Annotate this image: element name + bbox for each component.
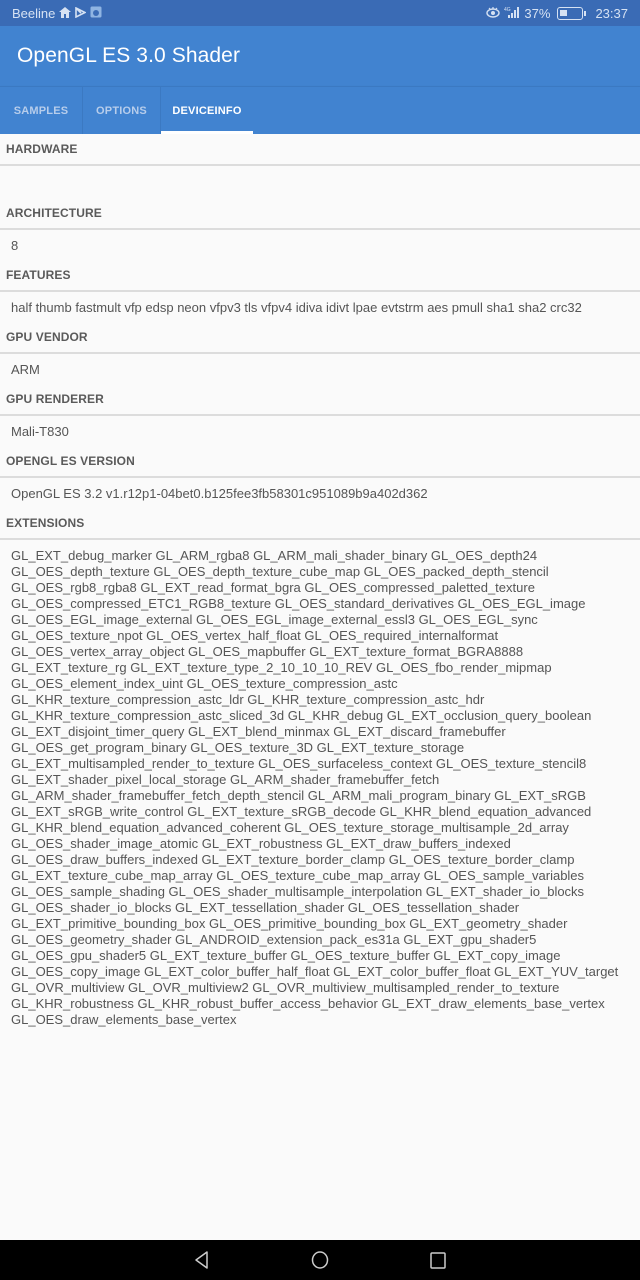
extensions-value [0,540,640,1028]
extension-line: GL_KHR_blend_equation_advanced_coherent GL_OES_texture_storage_multisample_2d_array [11,820,569,835]
extension-line: GL_OES_rgb8_rgba8 GL_EXT_read_format_bgra GL_OES_compressed_paletted_texture [11,580,535,595]
features-header: FEATURES [0,260,640,292]
features-value: half thumb fastmult vfp edsp neon vfpv3 tls vfpv4 idiva idivt lpae evtstrm aes pmull sha1 sha2 crc32 [11,299,582,315]
extension-line: GL_EXT_debug_marker GL_ARM_rgba8 GL_ARM_mali_shader_binary GL_OES_depth24 [11,548,538,563]
extension-line: GL_OES_shader_image_atomic GL_EXT_robustness GL_EXT_draw_buffers_indexed [11,836,511,851]
extension-line: GL_OES_vertex_array_object GL_OES_mapbuffer GL_EXT_texture_format_BGRA8888 [11,644,524,659]
gpu-vendor-value: ARM [11,361,40,377]
home-icon[interactable] [310,1250,330,1270]
app-title: OpenGL ES 3.0 Shader [17,44,241,67]
gpu-vendor-header: GPU VENDOR [0,322,640,354]
gpu-renderer-header: GPU RENDERER [0,384,640,416]
gpu-renderer-value: Mali-T830 [11,423,69,439]
extension-line: GL_OES_element_index_uint GL_OES_texture_compression_astc [11,676,398,691]
play-store-icon [75,7,86,20]
battery-icon [557,7,583,20]
recents-icon[interactable] [428,1250,448,1270]
tab-deviceinfo[interactable] [161,87,253,134]
extension-line: GL_EXT_primitive_bounding_box GL_OES_primitive_bounding_box GL_EXT_geometry_shader [11,916,568,931]
extension-line: GL_OES_draw_buffers_indexed GL_EXT_texture_border_clamp GL_OES_texture_border_clamp [11,852,575,867]
extension-line: GL_OES_gpu_shader5 GL_EXT_texture_buffer GL_OES_texture_buffer GL_EXT_copy_image [11,948,561,963]
hardware-header: HARDWARE [0,134,640,166]
tab-label: DEVICEINFO [172,104,242,117]
hardware-value [0,166,640,198]
system-nav-bar [0,1240,640,1280]
extension-line: GL_OES_geometry_shader GL_ANDROID_extension_pack_es31a GL_EXT_gpu_shader5 [11,932,537,947]
extension-line: GL_OES_get_program_binary GL_OES_texture_3D GL_EXT_texture_storage [11,740,465,755]
extension-line: GL_OES_sample_shading GL_OES_shader_multisample_interpolation GL_EXT_shader_io_blocks [11,884,585,899]
extension-line: GL_EXT_multisampled_render_to_texture GL_OES_surfaceless_context GL_OES_texture_stencil8 [11,756,587,771]
home-icon [59,7,71,20]
extension-line: GL_EXT_texture_rg GL_EXT_texture_type_2_10_10_10_REV GL_OES_fbo_render_mipmap [11,660,552,675]
back-icon[interactable] [192,1250,212,1270]
extension-line: GL_OES_copy_image GL_EXT_color_buffer_half_float GL_EXT_color_buffer_float GL_EXT_YUV_target [11,964,619,979]
extension-line: GL_OES_compressed_ETC1_RGB8_texture GL_OES_standard_derivatives GL_OES_EGL_image [11,596,586,611]
architecture-value: 8 [11,237,19,253]
tab-samples[interactable] [0,87,82,134]
eye-comfort-icon [486,6,500,20]
tab-label: OPTIONS [96,104,147,117]
extension-line: GL_OVR_multiview GL_OVR_multiview2 GL_OVR_multiview_multisampled_render_to_texture [11,980,560,995]
extension-line: GL_OES_depth_texture GL_OES_depth_texture_cube_map GL_OES_packed_depth_stencil [11,564,549,579]
tab-label: SAMPLES [13,104,69,117]
battery-percent: 37% [524,5,551,21]
extension-line: GL_KHR_texture_compression_astc_ldr GL_KHR_texture_compression_astc_hdr [11,692,485,707]
svg-text:4G: 4G [504,7,512,13]
signal-4g-icon [504,6,520,20]
extension-line: GL_OES_EGL_image_external GL_OES_EGL_image_external_essl3 GL_OES_EGL_sync [11,612,538,627]
status-bar [0,0,640,26]
status-right [486,6,628,21]
tab-bar [0,86,640,134]
extension-line: GL_EXT_sRGB_write_control GL_EXT_texture_sRGB_decode GL_KHR_blend_equation_advanced [11,804,592,819]
tab-options[interactable] [83,87,160,134]
status-left [12,6,102,21]
extensions-header: EXTENSIONS [0,508,640,540]
carrier-name: Beeline [12,5,56,21]
extension-line: GL_ARM_shader_framebuffer_fetch_depth_stencil GL_ARM_mali_program_binary GL_EXT_sRGB [11,788,586,803]
opengl-version-value: OpenGL ES 3.2 v1.r12p1-04bet0.b125fee3fb58301c951089b9a402d362 [11,485,428,501]
architecture-header: ARCHITECTURE [0,198,640,230]
extension-line: GL_OES_draw_elements_base_vertex [11,1012,237,1027]
cloud-sync-icon [90,6,102,20]
device-info-list[interactable] [0,134,640,1240]
extension-line: GL_EXT_shader_pixel_local_storage GL_ARM_shader_framebuffer_fetch [11,772,440,787]
extension-line: GL_KHR_texture_compression_astc_sliced_3d GL_KHR_debug GL_EXT_occlusion_query_boolean [11,708,592,723]
extension-line: GL_OES_texture_npot GL_OES_vertex_half_float GL_OES_required_internalformat [11,628,499,643]
app-bar [0,26,640,86]
extension-line: GL_KHR_robustness GL_KHR_robust_buffer_access_behavior GL_EXT_draw_elements_base_vertex [11,996,605,1011]
extension-line: GL_OES_shader_io_blocks GL_EXT_tessellation_shader GL_OES_tessellation_shader [11,900,520,915]
extension-line: GL_EXT_disjoint_timer_query GL_EXT_blend_minmax GL_EXT_discard_framebuffer [11,724,506,739]
opengl-version-header: OPENGL ES VERSION [0,446,640,478]
extension-line: GL_EXT_texture_cube_map_array GL_OES_texture_cube_map_array GL_OES_sample_variables [11,868,585,883]
clock: 23:37 [595,5,628,21]
